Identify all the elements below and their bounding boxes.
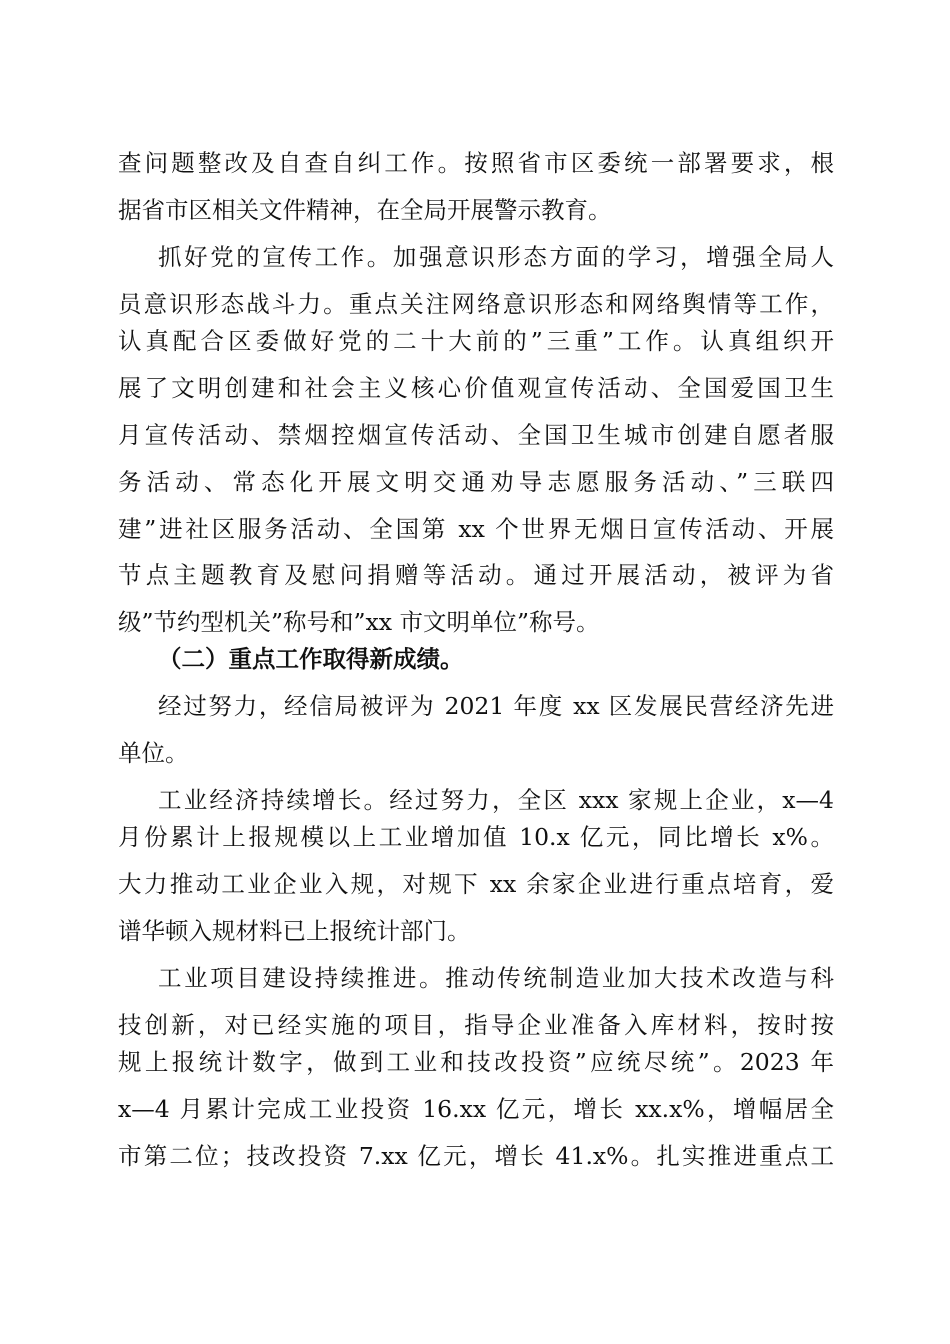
text-line-10: 节点主题教育及慰问捐赠等活动。通过开展活动，被评为省: [118, 561, 834, 589]
text-line-3: 抓好党的宣传工作。加强意识形态方面的学习，增强全局人: [158, 243, 834, 271]
text-line-16: 大力推动工业企业入规，对规下 xx 余家企业进行重点培育，爱: [118, 870, 834, 898]
text-line-19: 技创新，对已经实施的项目，指导企业准备入库材料，按时按: [118, 1011, 834, 1039]
text-line-8: 务活动、常态化开展文明交通劝导志愿服务活动、”三联四: [118, 468, 834, 496]
text-line-7: 月宣传活动、禁烟控烟宣传活动、全国卫生城市创建自愿者服: [118, 421, 834, 449]
text-line-13: 单位。: [118, 739, 189, 767]
text-line-22: 市第二位；技改投资 7.xx 亿元，增长 41.x%。扎实推进重点工: [118, 1142, 834, 1170]
text-line-1: 查问题整改及自查自纠工作。按照省市区委统一部署要求，根: [118, 149, 834, 177]
text-line-5: 认真配合区委做好党的二十大前的”三重”工作。认真组织开: [118, 327, 834, 355]
text-line-2: 据省市区相关文件精神，在全局开展警示教育。: [118, 196, 612, 224]
text-line-12: 经过努力，经信局被评为 2021 年度 xx 区发展民营经济先进: [158, 692, 834, 720]
text-line-6: 展了文明创建和社会主义核心价值观宣传活动、全国爱国卫生: [118, 374, 834, 402]
text-line-20: 规上报统计数字，做到工业和技改投资”应统尽统”。2023 年: [118, 1048, 834, 1076]
text-line-11: 级”节约型机关”称号和”xx 市文明单位”称号。: [118, 608, 600, 636]
text-line-4: 员意识形态战斗力。重点关注网络意识形态和网络舆情等工作，: [118, 290, 834, 318]
text-line-9: 建”进社区服务活动、全国第 xx 个世界无烟日宣传活动、开展: [118, 515, 834, 543]
text-line-18: 工业项目建设持续推进。推动传统制造业加大技术改造与科: [158, 964, 834, 992]
text-line-15: 月份累计上报规模以上工业增加值 10.x 亿元，同比增长 x%。: [118, 823, 834, 851]
section-heading: （二）重点工作取得新成绩。: [158, 645, 464, 673]
text-line-14: 工业经济持续增长。经过努力，全区 xxx 家规上企业，x—4: [158, 786, 834, 814]
text-line-21: x—4 月累计完成工业投资 16.xx 亿元，增长 xx.x%，增幅居全: [118, 1095, 834, 1123]
text-line-17: 谱华顿入规材料已上报统计部门。: [118, 917, 471, 945]
